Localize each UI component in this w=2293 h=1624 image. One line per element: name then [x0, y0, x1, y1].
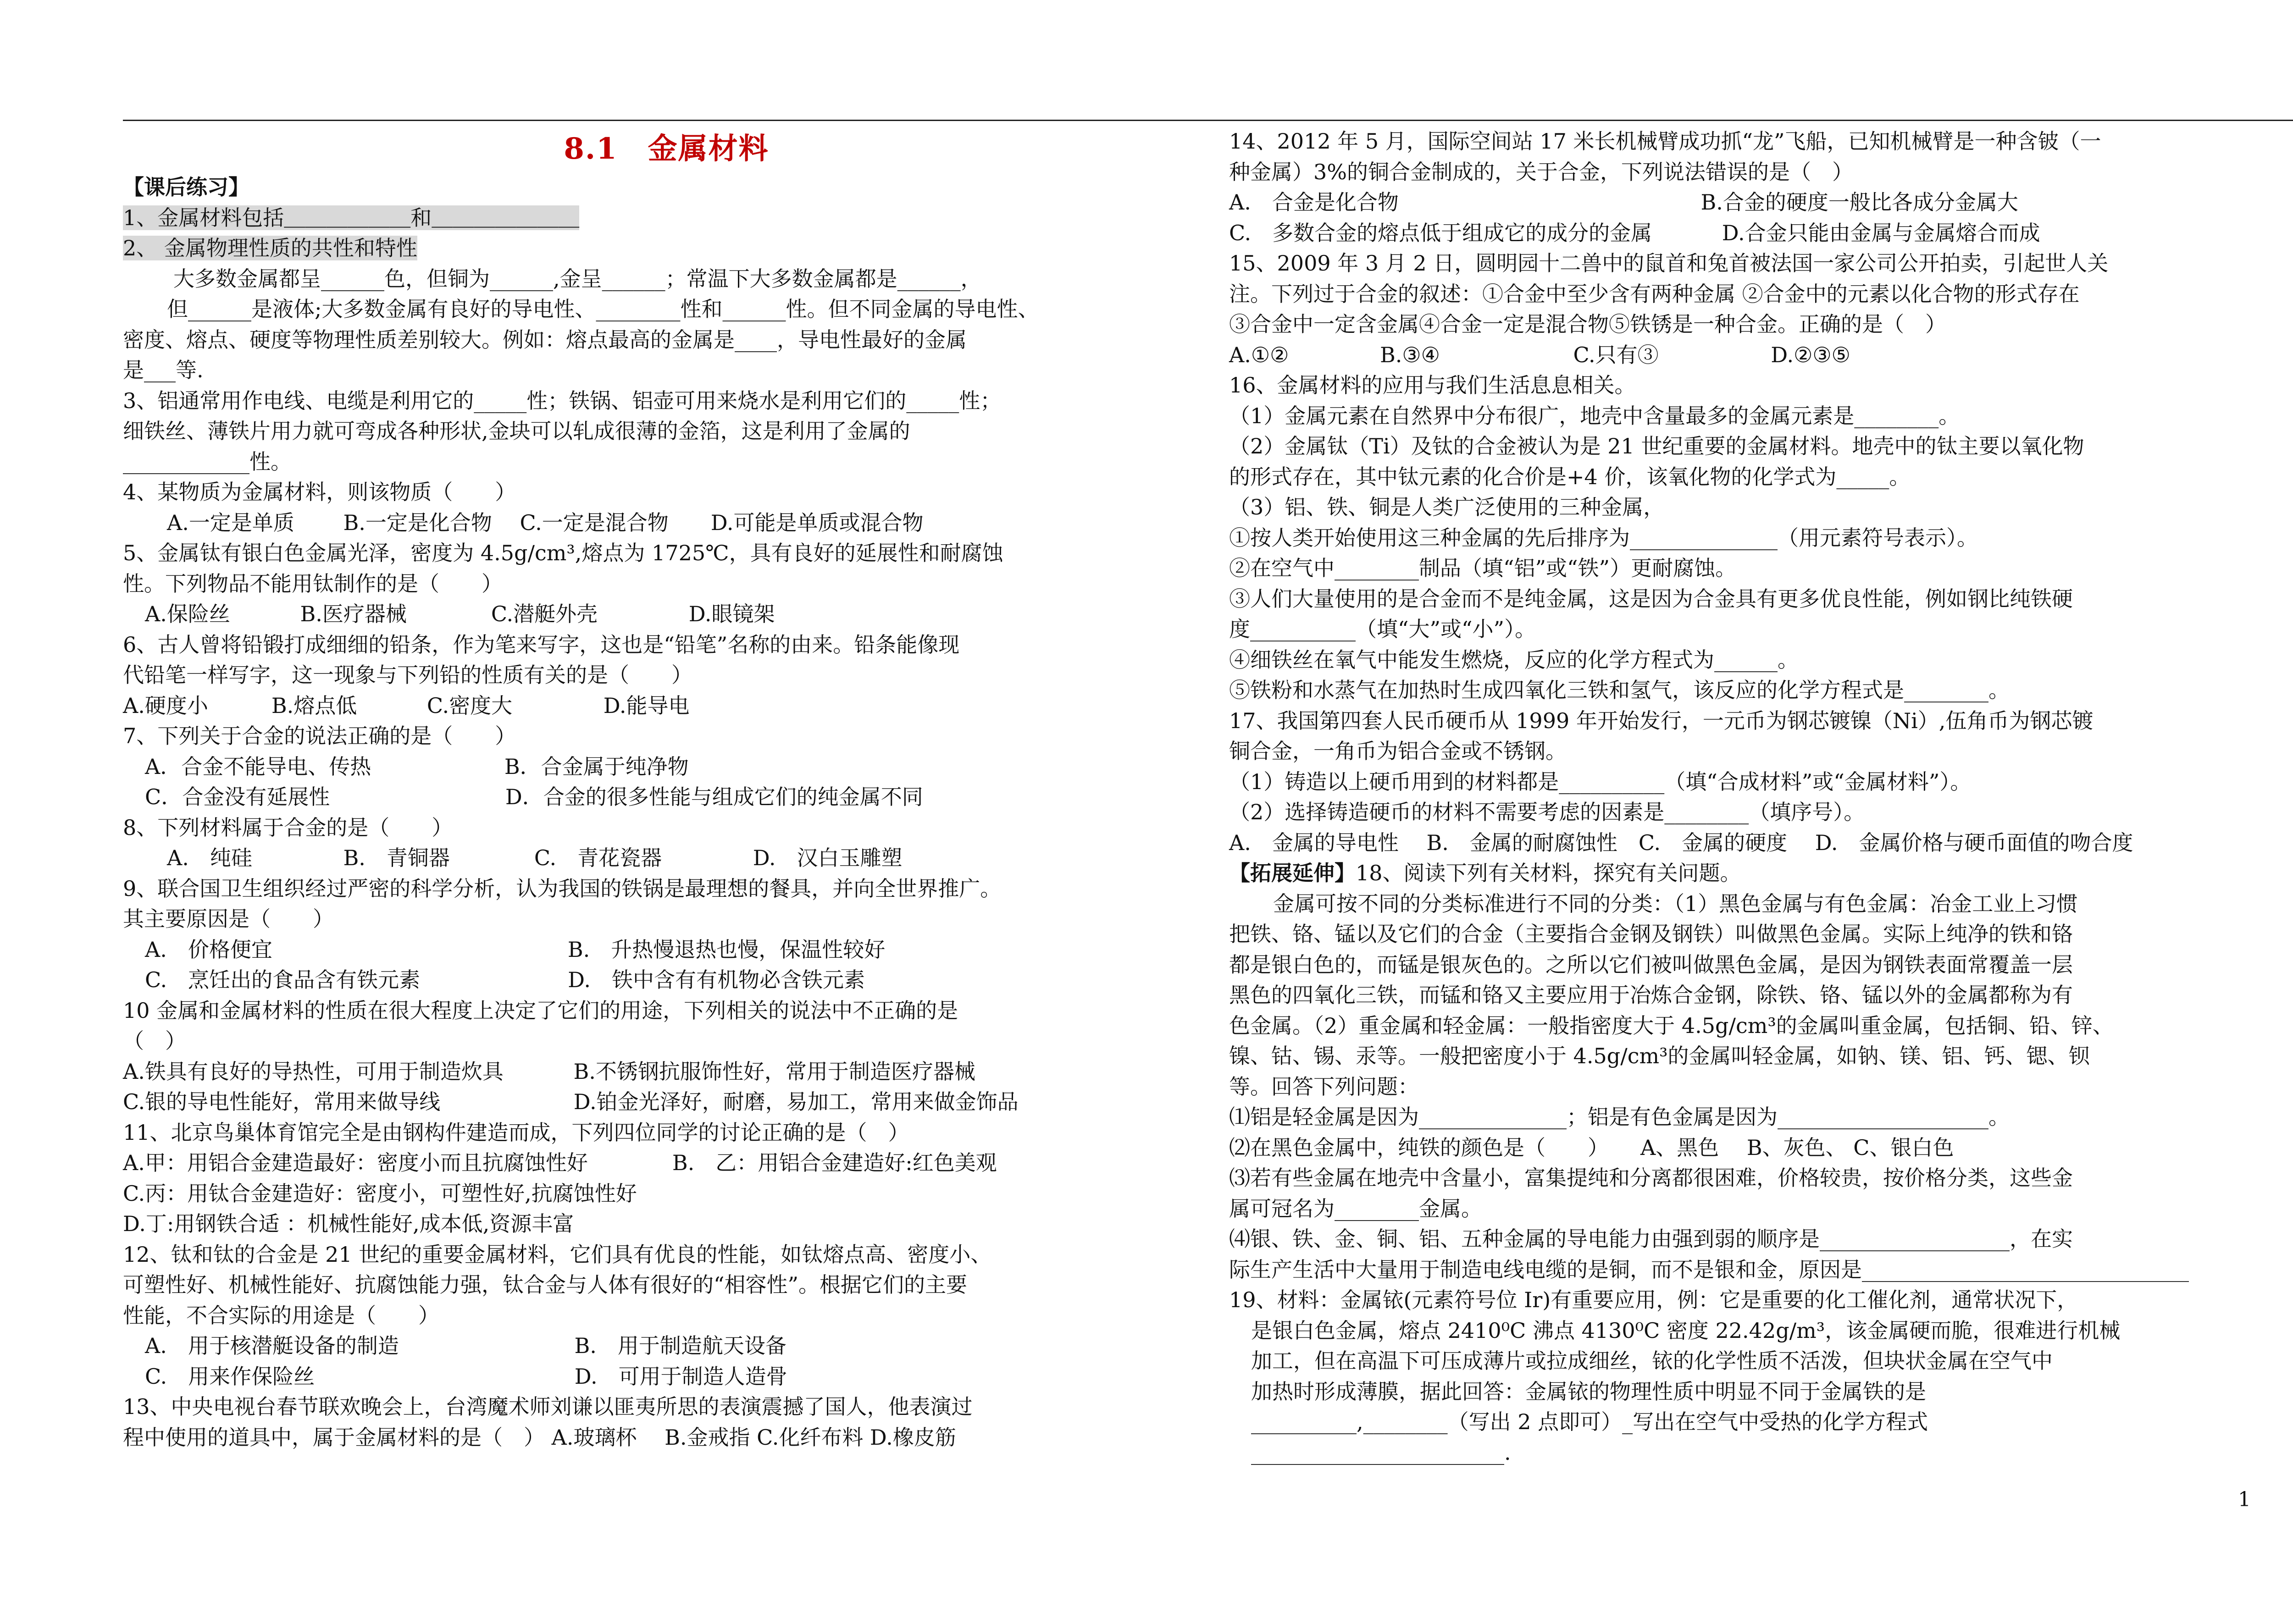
- text-line: 性。下列物品不能用钛制作的是（ ）: [123, 571, 503, 596]
- text-line: 7、下列关于合金的说法正确的是（ ）: [123, 724, 516, 748]
- text-line: 但______是液体;大多数金属有良好的导电性、________性和______性。但不同金属的导电性、: [167, 297, 1039, 321]
- left-question-list: [123, 203, 1191, 1453]
- section-tag: 【拓展延伸】: [1229, 861, 1356, 885]
- text-line: A. 用于核潜艇设备的制造 B. 用于制造航天设备: [145, 1333, 786, 1358]
- text-line: 细铁丝、薄铁片用力就可弯成各种形状,金块可以轧成很薄的金箔，这是利用了金属的: [123, 419, 910, 443]
- text-line: ⑴铝是轻金属是因为______________；铝是有色金属是因为____________________。: [1229, 1105, 2010, 1129]
- text-line: ⑶若有些金属在地壳中含量小，富集提纯和分离都很困难，价格较贵，按价格分类，这些金: [1229, 1166, 2073, 1190]
- text-line: 3、铝通常用作电线、电缆是利用它的_____性；铁锅、铝壶可用来烧水是利用它们的_____性；: [123, 388, 1002, 413]
- highlighted-text: 2、 金属物理性质的共性和特性: [123, 236, 417, 260]
- text-line: A.①② B.③④ C.只有③ D.②③⑤: [1229, 342, 1850, 367]
- text-line: 铜合金，一角币为铝合金或不锈钢。: [1229, 739, 1567, 763]
- text-line: 镍、钴、锡、汞等。一般把密度小于 4.5g/cm³的金属叫轻金属，如钠、镁、铝、钙、锶、钡: [1229, 1044, 2090, 1068]
- text-line: 其主要原因是（ ）: [123, 906, 334, 931]
- text-line: 6、古人曾将铅锻打成细细的铅条，作为笔来写字，这也是“铅笔”名称的由来。铅条能像现: [123, 632, 960, 657]
- highlighted-text: 1、金属材料包括＿＿＿＿＿＿和＿＿＿＿＿＿＿: [123, 205, 580, 230]
- text-line: ⑵在黑色金属中，纯铁的颜色是（ ） A、黑色 B、灰色、 C、银白色: [1229, 1135, 1954, 1160]
- right-column: [1229, 126, 2293, 1468]
- text-line: C. 多数合金的熔点低于组成它的成分的金属 D.合金只能由金属与金属熔合而成: [1229, 220, 2040, 245]
- text-line: A.一定是单质 B.一定是化合物 C.一定是混合物 D.可能是单质或混合物: [167, 510, 924, 535]
- text-line: 度__________（填“大”或“小”）。: [1229, 617, 1536, 641]
- text-line: 11、北京鸟巢体育馆完全是由钢构件建造而成，下列四位同学的讨论正确的是（ ）: [123, 1120, 909, 1145]
- text-line: ②在空气中________制品（填“铝”或“铁”）更耐腐蚀。: [1229, 556, 1737, 580]
- text-line: 把铁、铬、锰以及它们的合金（主要指合金钢及钢铁）叫做黑色金属。实际上纯净的铁和铬: [1229, 922, 2073, 946]
- text-line: 14、2012 年 5 月，国际空间站 17 米长机械臂成功抓“龙”飞船，已知机械臂是一种含铍（一: [1229, 129, 2101, 154]
- text-line: ①按人类开始使用这三种金属的先后排序为______________（用元素符号表示）。: [1229, 525, 1978, 550]
- text-line: 15、2009 年 3 月 2 日，圆明园十二兽中的鼠首和兔首被法国一家公司公开拍卖，引起世人关: [1229, 251, 2109, 276]
- text-line: 属可冠名为________金属。: [1229, 1196, 1482, 1221]
- text-line: 密度、熔点、硬度等物理性质差别较大。例如：熔点最高的金属是____，导电性最好的金属: [123, 327, 967, 352]
- text-line: 色金属。（2）重金属和轻金属：一般指密度大于 4.5g/cm³的金属叫重金属，包括铜、铅、锌、: [1229, 1013, 2114, 1038]
- page-number: 1: [2238, 1488, 2251, 1511]
- text-line: C. 烹饪出的食品含有铁元素 D. 铁中含有有机物必含铁元素: [145, 967, 865, 992]
- text-line: ③合金中一定含金属④合金一定是混合物⑤铁锈是一种合金。正确的是（ ）: [1229, 312, 1946, 337]
- text-line: A.硬度小 B.熔点低 C.密度大 D.能导电: [123, 693, 690, 718]
- text-line: 的形式存在，其中钛元素的化合价是+4 价，该氧化物的化学式为_____。: [1229, 464, 1911, 489]
- text-line: 加工，但在高温下可压成薄片或拉成细丝，铱的化学性质不活泼，但块状金属在空气中: [1251, 1348, 2053, 1373]
- text-line: 13、中央电视台春节联欢晚会上，台湾魔术师刘谦以匪夷所思的表演震撼了国人，他表演过: [123, 1394, 973, 1419]
- text-line: __________,________（写出 2 点即可）_写出在空气中受热的化学方程式: [1251, 1409, 1928, 1434]
- text-line: 注。下列过于合金的叙述：①合金中至少含有两种金属 ②合金中的元素以化合物的形式存在: [1229, 281, 2080, 306]
- text-line: 际生产生活中大量用于制造电线电缆的是铜，而不是银和金，原因是_______________________________: [1229, 1257, 2189, 1282]
- text-line: 可塑性好、机械性能好、抗腐蚀能力强，钛合金与人体有很好的“相容性”。根据它们的主要: [123, 1272, 968, 1297]
- text-line: [123, 233, 1191, 264]
- text-line: 4、某物质为金属材料，则该物质（ ）: [123, 480, 516, 504]
- text-line: A. 纯硅 B. 青铜器 C. 青花瓷器 D. 汉白玉雕塑: [167, 845, 903, 870]
- text-line: 10 金属和金属材料的性质在很大程度上决定了它们的用途，下列相关的说法中不正确的是: [123, 998, 958, 1023]
- text-line: 代铅笔一样写字，这一现象与下列铅的性质有关的是（ ）: [123, 663, 692, 687]
- text-line: 12、钛和钛的合金是 21 世纪的重要金属材料，它们具有优良的性能，如钛熔点高、密度小、: [123, 1242, 992, 1267]
- text-line: （ ）: [123, 1028, 186, 1053]
- text-line: A. 价格便宜 B. 升热慢退热也慢，保温性较好: [145, 937, 886, 962]
- text-line: 8、下列材料属于合金的是（ ）: [123, 815, 453, 840]
- text-line: A.甲：用铝合金建造最好：密度小而且抗腐蚀性好 B. 乙：用铝合金建造好:红色美观: [123, 1150, 997, 1175]
- text-line: C.银的导电性能好，常用来做导线 D.铂金光泽好，耐磨，易加工，常用来做金饰品: [123, 1089, 1019, 1114]
- text-line: 16、金属材料的应用与我们生活息息相关。: [1229, 373, 1636, 398]
- text-line: （1）铸造以上硬币用到的材料都是__________（填“合成材料”或“金属材料”）。: [1229, 769, 1972, 794]
- text-line: 金属可按不同的分类标准进行不同的分类：（1）黑色金属与有色金属：冶金工业上习惯: [1273, 891, 2078, 916]
- text-line: 性能，不合实际的用途是（ ）: [123, 1303, 439, 1328]
- text-line: 程中使用的道具中，属于金属材料的是（ ） A.玻璃杯 B.金戒指 C.化纤布料 D.橡皮筋: [123, 1425, 956, 1450]
- text-line: 种金属）3%的铜合金制成的，关于合金，下列说法错误的是（ ）: [1229, 159, 1853, 184]
- text-line: 【拓展延伸】18、阅读下列有关材料，探究有关问题。: [1229, 861, 1741, 885]
- text-line: （1）金属元素在自然界中分布很广，地壳中含量最多的金属元素是________。: [1229, 403, 1960, 428]
- text-line: [123, 203, 1191, 233]
- text-line: （2）金属钛（Ti）及钛的合金被认为是 21 世纪重要的金属材料。地壳中的钛主要以氧化物: [1229, 434, 2084, 458]
- text-line: 9、联合国卫生组织经过严密的科学分析，认为我国的铁锅是最理想的餐具，并向全世界推广。: [123, 876, 1002, 901]
- text-line: A．合金不能导电、传热 B．合金属于纯净物: [145, 754, 689, 779]
- text-line: （2）选择铸造硬币的材料不需要考虑的因素是________（填序号）。: [1229, 800, 1865, 824]
- text-line: 19、材料：金属铱(元素符号位 Ir)有重要应用，例：它是重要的化工催化剂，通常状况下，: [1229, 1287, 2078, 1312]
- text-line: A.保险丝 B.医疗器械 C.潜艇外壳 D.眼镜架: [145, 602, 775, 626]
- text-line: ⑤铁粉和水蒸气在加热时生成四氧化三铁和氢气，该反应的化学方程式是________。: [1229, 678, 2010, 702]
- text-line: 加热时形成薄膜，据此回答：金属铱的物理性质中明显不同于金属铁的是: [1251, 1379, 1926, 1404]
- text-line: A. 合金是化合物 B.合金的硬度一般比各成分金属大: [1229, 190, 2018, 215]
- text-line: ________________________.: [1251, 1440, 1511, 1465]
- text-line: C. 用来作保险丝 D. 可用于制造人造骨: [145, 1364, 787, 1389]
- text-line: A.铁具有良好的导热性，可用于制造炊具 B.不锈钢抗服饰性好，常用于制造医疗器械: [123, 1059, 975, 1084]
- text-line: 17、我国第四套人民币硬币从 1999 年开始发行，一元币为钢芯镀镍（Ni）,伍角币为钢芯镀: [1229, 708, 2094, 733]
- left-column: [123, 126, 1191, 1453]
- right-question-list: [1229, 126, 2293, 1468]
- text-line: 大多数金属都呈______色，但铜为______,金呈______；常温下大多数金属都是______，: [173, 266, 982, 291]
- text-line: 是银白色金属，熔点 2410⁰C 沸点 4130⁰C 密度 22.42g/m³，该金属硬而脆，很难进行机械: [1251, 1318, 2121, 1343]
- text-line: ____________性。: [123, 449, 292, 474]
- text-line: A. 金属的导电性 B. 金属的耐腐蚀性 C. 金属的硬度 D. 金属价格与硬币面值的吻合度: [1229, 830, 2133, 855]
- page-title: 8.1 金属材料: [564, 132, 769, 166]
- top-rule: [123, 120, 2293, 121]
- text-line: 黑色的四氧化三铁，而锰和铬又主要应用于冶炼合金钢，除铁、铬、锰以外的金属都称为有: [1229, 983, 2073, 1007]
- text-line: ⑷银、铁、金、铜、铝、五种金属的导电能力由强到弱的顺序是__________________，在实: [1229, 1226, 2073, 1251]
- text-line: ③人们大量使用的是合金而不是纯金属，这是因为合金具有更多优良性能，例如钢比纯铁硬: [1229, 586, 2073, 611]
- text-line: C．合金没有延展性 D．合金的很多性能与组成它们的纯金属不同: [145, 784, 923, 809]
- text-line: 5、金属钛有银白色金属光泽，密度为 4.5g/cm³,熔点为 1725℃，具有良好的延展性和耐腐蚀: [123, 541, 1003, 565]
- text-line: 都是银白色的，而锰是银灰色的。之所以它们被叫做黑色金属，是因为钢铁表面常覆盖一层: [1229, 952, 2073, 977]
- text-line: 等。回答下列问题：: [1229, 1074, 1419, 1099]
- text-line: D.丁:用钢铁合适 ：机械性能好,成本低,资源丰富: [123, 1211, 574, 1236]
- text-line: （3）铝、铁、铜是人类广泛使用的三种金属，: [1229, 495, 1665, 519]
- text-line: 是___等.: [123, 358, 204, 382]
- section-label: 【课后练习】: [123, 175, 249, 199]
- text-line: ④细铁丝在氧气中能发生燃烧，反应的化学方程式为______。: [1229, 647, 1799, 672]
- text-line: C.丙：用钛合金建造好：密度小，可塑性好,抗腐蚀性好: [123, 1181, 637, 1206]
